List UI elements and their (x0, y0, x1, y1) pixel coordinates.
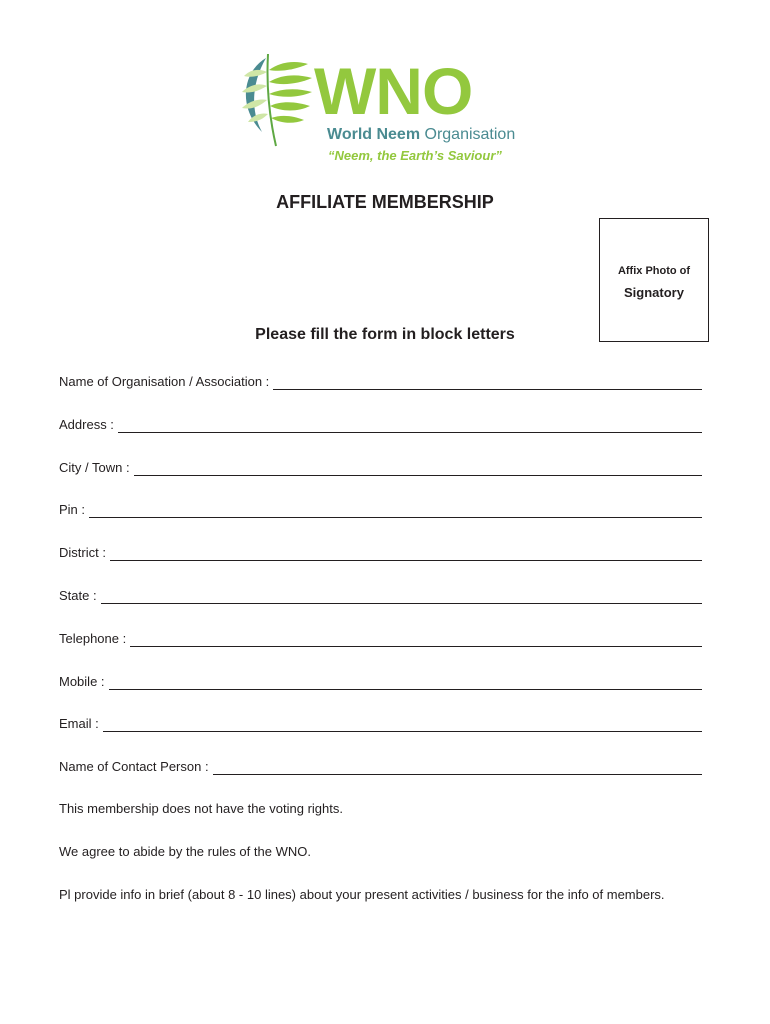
organisation-input-line[interactable] (273, 374, 702, 390)
agreement-note: We agree to abide by the rules of the WNO. (59, 844, 311, 859)
neem-leaf-emblem-icon (236, 50, 316, 150)
field-address (59, 413, 702, 433)
photo-box-line1: Affix Photo of (617, 265, 691, 277)
photo-box (599, 218, 709, 342)
form-instruction: Please fill the form in block letters (255, 326, 515, 343)
voting-rights-note: This membership does not have the voting rights. (59, 801, 343, 816)
state-input-line[interactable] (101, 588, 702, 604)
district-input-line[interactable] (110, 545, 702, 561)
logo-tagline: “Neem, the Earth’s Saviour” (328, 148, 502, 163)
field-telephone (59, 627, 702, 647)
field-label: Address : (59, 416, 114, 432)
form-fields (59, 370, 702, 798)
field-organisation (59, 370, 702, 390)
city-input-line[interactable] (134, 460, 702, 476)
telephone-input-line[interactable] (130, 631, 702, 647)
photo-box-line2: Signatory (624, 285, 684, 300)
logo-name-bold: World Neem (327, 126, 421, 143)
contact-person-input-line[interactable] (213, 759, 702, 775)
field-mobile (59, 670, 702, 690)
logo-organisation-name (327, 126, 515, 144)
field-city (59, 456, 702, 476)
field-label: Name of Contact Person : (59, 759, 209, 775)
field-district (59, 541, 702, 561)
logo-name-rest: Organisation (420, 126, 516, 143)
field-contact-person (59, 755, 702, 775)
address-input-line[interactable] (118, 417, 702, 433)
mobile-input-line[interactable] (109, 674, 702, 690)
logo-acronym: WNO (314, 54, 473, 128)
field-label: State : (59, 587, 97, 603)
field-email (59, 712, 702, 732)
field-state (59, 584, 702, 604)
field-pin (59, 498, 702, 518)
field-label: Telephone : (59, 630, 127, 646)
field-label: Pin : (59, 502, 86, 518)
field-label: Email : (59, 716, 99, 732)
field-label: City / Town : (59, 459, 130, 475)
form-title: AFFILIATE MEMBERSHIP (276, 192, 494, 212)
field-label: Name of Organisation / Association : (59, 374, 270, 389)
field-label: Mobile : (59, 673, 105, 689)
pin-input-line[interactable] (89, 502, 702, 518)
activities-info-note: Pl provide info in brief (about 8 - 10 lines) about your present activities / business for the info of members. (59, 887, 665, 902)
field-label: District : (59, 545, 106, 561)
email-input-line[interactable] (103, 716, 702, 732)
wno-logo (236, 50, 546, 170)
